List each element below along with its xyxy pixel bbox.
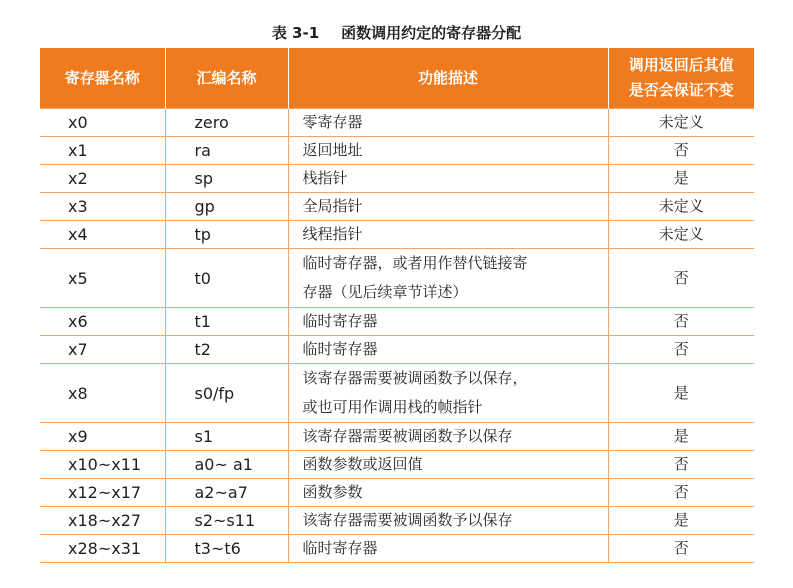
cell-abi-name: t1	[165, 308, 288, 336]
cell-register: x1	[40, 137, 165, 165]
table-title: 函数调用约定的寄存器分配	[341, 24, 522, 42]
cell-abi-name: zero	[165, 109, 288, 137]
cell-description	[288, 451, 608, 479]
register-allocation-table	[40, 48, 754, 563]
cell-description	[288, 336, 608, 364]
cell-abi-name: a2~a7	[165, 479, 288, 507]
cell-register: x10~x11	[40, 451, 165, 479]
cell-preserved: 未定义	[608, 221, 754, 249]
description-line: 函数参数或返回值	[302, 455, 423, 473]
table-row	[40, 193, 754, 221]
table-row	[40, 137, 754, 165]
cell-abi-name: tp	[165, 221, 288, 249]
description-line: 全局指针	[302, 197, 363, 215]
table-row	[40, 249, 754, 308]
cell-description	[288, 364, 608, 423]
description-line: 线程指针	[302, 225, 363, 243]
header-abi-name: 汇编名称	[165, 48, 288, 109]
header-row	[40, 48, 754, 109]
cell-register: x5	[40, 249, 165, 308]
table-row	[40, 165, 754, 193]
cell-abi-name: sp	[165, 165, 288, 193]
cell-description	[288, 535, 608, 563]
cell-preserved: 否	[608, 249, 754, 308]
cell-description	[288, 221, 608, 249]
table-row	[40, 479, 754, 507]
header-register-name: 寄存器名称	[40, 48, 165, 109]
cell-description	[288, 507, 608, 535]
cell-register: x4	[40, 221, 165, 249]
cell-description	[288, 308, 608, 336]
cell-preserved: 否	[608, 137, 754, 165]
cell-abi-name: s2~s11	[165, 507, 288, 535]
table-row	[40, 507, 754, 535]
table-row	[40, 221, 754, 249]
cell-preserved: 是	[608, 423, 754, 451]
cell-preserved: 否	[608, 451, 754, 479]
table-caption	[0, 20, 793, 46]
header-description: 功能描述	[288, 48, 608, 109]
description-line: 临时寄存器	[302, 539, 378, 557]
cell-register: x28~x31	[40, 535, 165, 563]
cell-preserved: 否	[608, 308, 754, 336]
header-preserved-line2: 是否会保证不变	[628, 81, 734, 99]
cell-register: x12~x17	[40, 479, 165, 507]
cell-description	[288, 137, 608, 165]
description-line: 存器（见后续章节详述）	[302, 283, 468, 301]
header-preserved	[608, 48, 754, 109]
description-line: 返回地址	[302, 141, 363, 159]
cell-description	[288, 249, 608, 308]
cell-description	[288, 423, 608, 451]
table-row	[40, 535, 754, 563]
cell-register: x18~x27	[40, 507, 165, 535]
header-preserved-line1: 调用返回后其值	[628, 56, 734, 74]
cell-description	[288, 479, 608, 507]
description-line: 临时寄存器	[302, 340, 378, 358]
table-row	[40, 423, 754, 451]
cell-abi-name: s1	[165, 423, 288, 451]
cell-preserved: 是	[608, 364, 754, 423]
cell-register: x0	[40, 109, 165, 137]
cell-preserved: 未定义	[608, 109, 754, 137]
cell-abi-name: gp	[165, 193, 288, 221]
cell-preserved: 否	[608, 535, 754, 563]
description-line: 临时寄存器	[302, 312, 378, 330]
table-row	[40, 364, 754, 423]
cell-description	[288, 109, 608, 137]
cell-abi-name: s0/fp	[165, 364, 288, 423]
cell-description	[288, 165, 608, 193]
cell-abi-name: t2	[165, 336, 288, 364]
cell-abi-name: t0	[165, 249, 288, 308]
cell-abi-name: a0~ a1	[165, 451, 288, 479]
cell-register: x3	[40, 193, 165, 221]
description-line: 或也可用作调用栈的帧指针	[302, 398, 483, 416]
cell-preserved: 是	[608, 165, 754, 193]
cell-register: x6	[40, 308, 165, 336]
description-line: 栈指针	[302, 169, 348, 187]
description-line: 零寄存器	[302, 113, 363, 131]
description-line: 该寄存器需要被调函数予以保存	[302, 511, 513, 529]
table-number: 表 3-1	[271, 24, 320, 42]
table-row	[40, 109, 754, 137]
table-body	[40, 109, 754, 563]
description-line: 该寄存器需要被调函数予以保存，	[302, 369, 528, 387]
cell-preserved: 未定义	[608, 193, 754, 221]
cell-preserved: 否	[608, 336, 754, 364]
description-line: 临时寄存器，或者用作替代链接寄	[302, 254, 528, 272]
table-row	[40, 336, 754, 364]
cell-preserved: 是	[608, 507, 754, 535]
cell-abi-name: ra	[165, 137, 288, 165]
cell-register: x7	[40, 336, 165, 364]
table-row	[40, 451, 754, 479]
description-line: 该寄存器需要被调函数予以保存	[302, 427, 513, 445]
cell-register: x8	[40, 364, 165, 423]
table-row	[40, 308, 754, 336]
table-header	[40, 48, 754, 109]
cell-preserved: 否	[608, 479, 754, 507]
cell-register: x9	[40, 423, 165, 451]
cell-description	[288, 193, 608, 221]
description-line: 函数参数	[302, 483, 363, 501]
cell-abi-name: t3~t6	[165, 535, 288, 563]
cell-register: x2	[40, 165, 165, 193]
